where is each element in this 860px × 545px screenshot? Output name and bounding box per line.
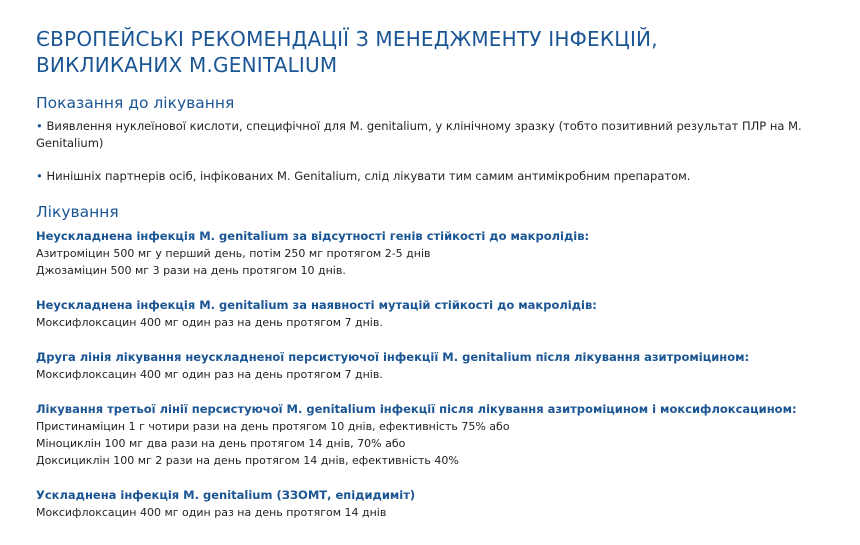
regimen-line: Азитроміцин 500 мг у перший день, потім 250 мг протягом 2-5 днів (36, 247, 431, 260)
indication-text: Нинішніх партнерів осіб, інфікованих M. Genitalium, слід лікувати тим самим антимікробним препаратом. (46, 169, 691, 183)
page-title-line-1: ЄВРОПЕЙСЬКІ РЕКОМЕНДАЦІЇ З МЕНЕДЖМЕНТУ ІНФЕКЦІЙ, (36, 27, 658, 51)
bullet-icon: • (36, 119, 43, 133)
regimen-uncomplicated-no-resistance (36, 227, 836, 279)
indication-item-1 (36, 118, 816, 152)
treatment-list (36, 227, 836, 538)
regimen-second-line (36, 348, 836, 383)
regimen-line: Моксифлоксацин 400 мг один раз на день протягом 7 днів. (36, 316, 383, 329)
regimen-uncomplicated-resistance (36, 296, 836, 331)
indication-item-2 (36, 168, 816, 185)
bullet-icon: • (36, 169, 43, 183)
page-title-line-2: ВИКЛИКАНИХ M.GENITALIUM (36, 53, 338, 77)
regimen-line: Пристинаміцин 1 г чотири рази на день протягом 10 днів, ефективність 75% або (36, 420, 510, 433)
treatment-heading: Лікування (36, 203, 119, 221)
regimen-line: Доксициклін 100 мг 2 рази на день протягом 14 днів, ефективність 40% (36, 454, 459, 467)
regimen-line: Джозаміцин 500 мг 3 рази на день протягом 10 днів. (36, 264, 346, 277)
regimen-complicated (36, 486, 836, 521)
regimen-title: Друга лінія лікування неускладненої персистуючої інфекції M. genitalium після лікування азитроміцином: (36, 350, 750, 364)
regimen-line: Моксифлоксацин 400 мг один раз на день протягом 14 днів (36, 506, 387, 519)
indication-text: Виявлення нуклеїнової кислоти, специфічної для M. genitalium, у клінічному зразку (тобто позитивний результат ПЛР на M. Genitalium) (36, 119, 802, 150)
page-title (36, 26, 836, 78)
regimen-third-line (36, 400, 836, 469)
regimen-line: Моксифлоксацин 400 мг один раз на день протягом 7 днів. (36, 368, 383, 381)
regimen-title: Неускладнена інфекція M. genitalium за наявності мутацій стійкості до макролідів: (36, 298, 597, 312)
indications-heading: Показання до лікування (36, 94, 235, 112)
regimen-title: Неускладнена інфекція M. genitalium за відсутності генів стійкості до макролідів: (36, 229, 590, 243)
regimen-line: Міноциклін 100 мг два рази на день протягом 14 днів, 70% або (36, 437, 406, 450)
regimen-title: Ускладнена інфекція M. genitalium (ЗЗОМТ, епідидиміт) (36, 488, 416, 502)
regimen-title: Лікування третьої лінії персистуючої M. genitalium інфекції після лікування азитроміцином і моксифлоксацином: (36, 402, 797, 416)
indications-list (36, 118, 816, 201)
